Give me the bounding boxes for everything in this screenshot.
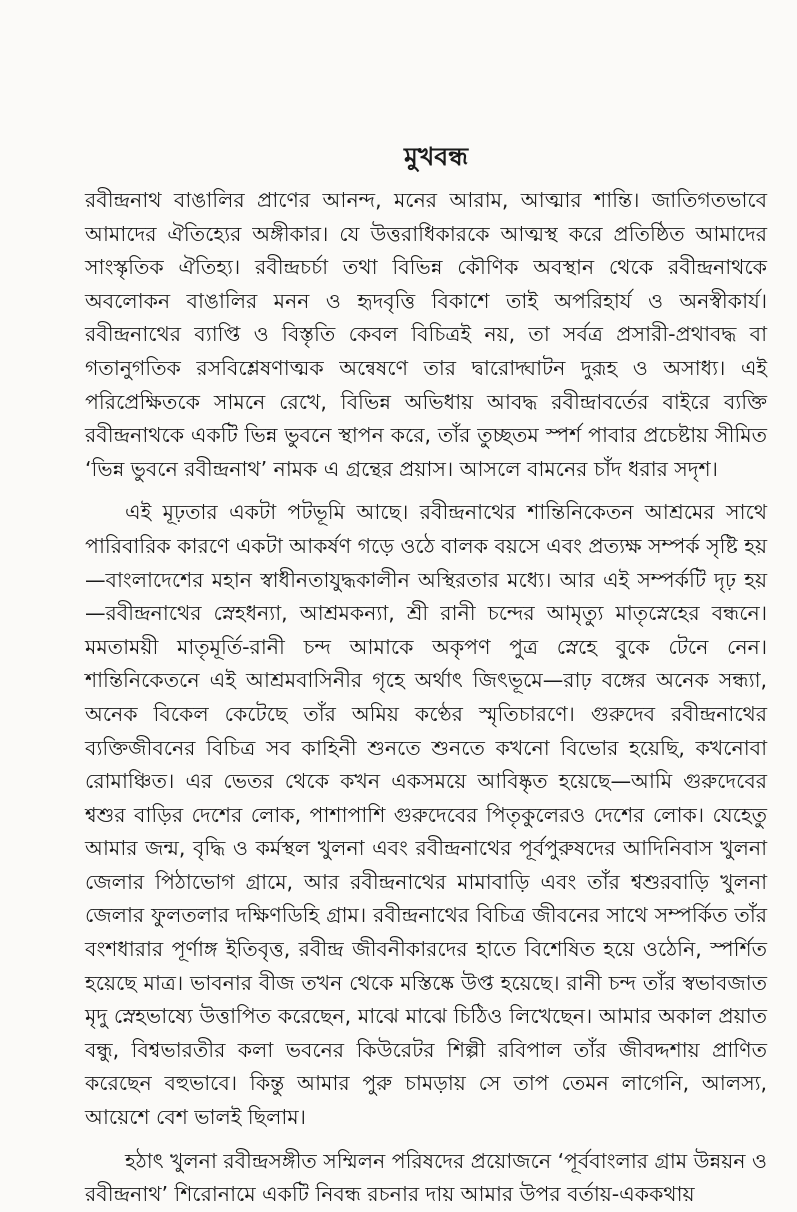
page-title: মুখবন্ধ: [403, 142, 468, 171]
paragraph-3: হঠাৎ খুলনা রবীন্দ্রসঙ্গীত সম্মিলন পরিষদের প্রয়োজনে ‘পূর্ববাংলার গ্রাম উন্নয়ন ও রবীন্দ্রনাথ’ শিরোনামে একটি নিবন্ধ রচনার দায় আমার উপর বর্তায়-এককথায়: [85, 1148, 767, 1207]
paragraph-2: এই মূঢ়তার একটা পটভূমি আছে। রবীন্দ্রনাথের শান্তিনিকেতন আশ্রমের সাথে পারিবারিক কারণে একটা আকর্ষণ গড়ে ওঠে বালক বয়সে এবং প্রত্যক্ষ সম্পর্ক সৃষ্টি হয়—বাংলাদেশের মহান স্বাধীনতাযুদ্ধকালীন অস্থিরতার মধ্যে। আর এই সম্পর্কটি দৃঢ় হয়—রবীন্দ্রনাথের স্নেহধন্যা, আশ্রমকন্যা, শ্রী রানী চন্দের আমৃত্যু মাতৃস্নেহের বন্ধনে। মমতাময়ী মাতৃমূর্তি-রানী চন্দ আমাকে অকৃপণ পুত্র স্নেহে বুকে টেনে নেন। শান্তিনিকেতনে এই আশ্রমবাসিনীর গৃহে অর্থাৎ জিৎভূমে—রাঢ় বঙ্গের অনেক সন্ধ্যা, অনেক বিকেল কেটেছে তাঁর অমিয় কণ্ঠের স্মৃতিচারণে। গুরুদেব রবীন্দ্রনাথের ব্যক্তিজীবনের বিচিত্র সব কাহিনী শুনতে শুনতে কখনো বিভোর হয়েছি, কখনোবা রোমাঞ্চিত। এর ভেতর থেকে কখন একসময়ে আবিষ্কৃত হয়েছে—আমি গুরুদেবের শ্বশুর বাড়ির দেশের লোক, পাশাপাশি গুরুদেবের পিতৃকুলেরও দেশের লোক। যেহেতু আমার জন্ম, বৃদ্ধি ও কর্মস্থল খুলনা এবং রবীন্দ্রনাথের পূর্বপুরুষদের আদিনিবাস খুলনা জেলার পিঠাভোগ গ্রামে, আর রবীন্দ্রনাথের মামাবাড়ি এবং তাঁর শ্বশুরবাড়ি খুলনা জেলার ফুলতলার দক্ষিণডিহি গ্রাম। রবীন্দ্রনাথের বিচিত্র জীবনের সাথে সম্পর্কিত তাঁর বংশধারার পূর্ণাঙ্গ ইতিবৃত্ত, রবীন্দ্র জীবনীকারদের হাতে বিশেষিত হয়ে ওঠেনি, স্পর্শিত হয়েছে মাত্র। ভাবনার বীজ তখন থেকে মস্তিষ্কে উপ্ত হয়েছে। রানী চন্দ তাঁর স্বভাবজাত মৃদু স্নেহভাষ্যে উত্তাপিত করেছেন, মাঝে মাঝে চিঠিও লিখেছেন। আমার অকাল প্রয়াত বন্ধু, বিশ্বভারতীর কলা ভবনের কিউরেটর শিল্পী রবিপাল তাঁর জীবদ্দশায় প্রাণিত করেছেন বহুভাবে। কিন্তু আমার পুরু চামড়ায় সে তাপ তেমন লাগেনি, আলস্য, আয়েশে বেশ ভালই ছিলাম।: [85, 500, 767, 1130]
paragraph-1: রবীন্দ্রনাথ বাঙালির প্রাণের আনন্দ, মনের আরাম, আত্মার শান্তি। জাতিগতভাবে আমাদের ঐতিহ্যের অঙ্গীকার। যে উত্তরাধিকারকে আত্মস্থ করে প্রতিষ্ঠিত আমাদের সাংস্কৃতিক ঐতিহ্য। রবীন্দ্রচর্চা তথা বিভিন্ন কৌণিক অবস্থান থেকে রবীন্দ্রনাথকে অবলোকন বাঙালির মনন ও হৃদবৃত্তি বিকাশে তাই অপরিহার্য ও অনস্বীকার্য। রবীন্দ্রনাথের ব্যাপ্তি ও বিস্তৃতি কেবল বিচিত্রই নয়, তা সর্বত্র প্রসারী-প্রথাবদ্ধ বা গতানুগতিক রসবিশ্লেষণাত্মক অন্বেষণে তার দ্বারোদ্ঘাটন দুরূহ ও অসাধ্য। এই পরিপ্রেক্ষিতকে সামনে রেখে, বিভিন্ন অভিধায় আবদ্ধ রবীন্দ্রাবর্তের বাইরে ব্যক্তি রবীন্দ্রনাথকে একটি ভিন্ন ভুবনে স্থাপন করে, তাঁর তুচ্ছতম স্পর্শ পাবার প্রচেষ্টায় সীমিত ‘ভিন্ন ভুবনে রবীন্দ্রনাথ’ নামক এ গ্রন্থের প্রয়াস। আসলে বামনের চাঁদ ধরার সদৃশ।: [85, 188, 767, 481]
